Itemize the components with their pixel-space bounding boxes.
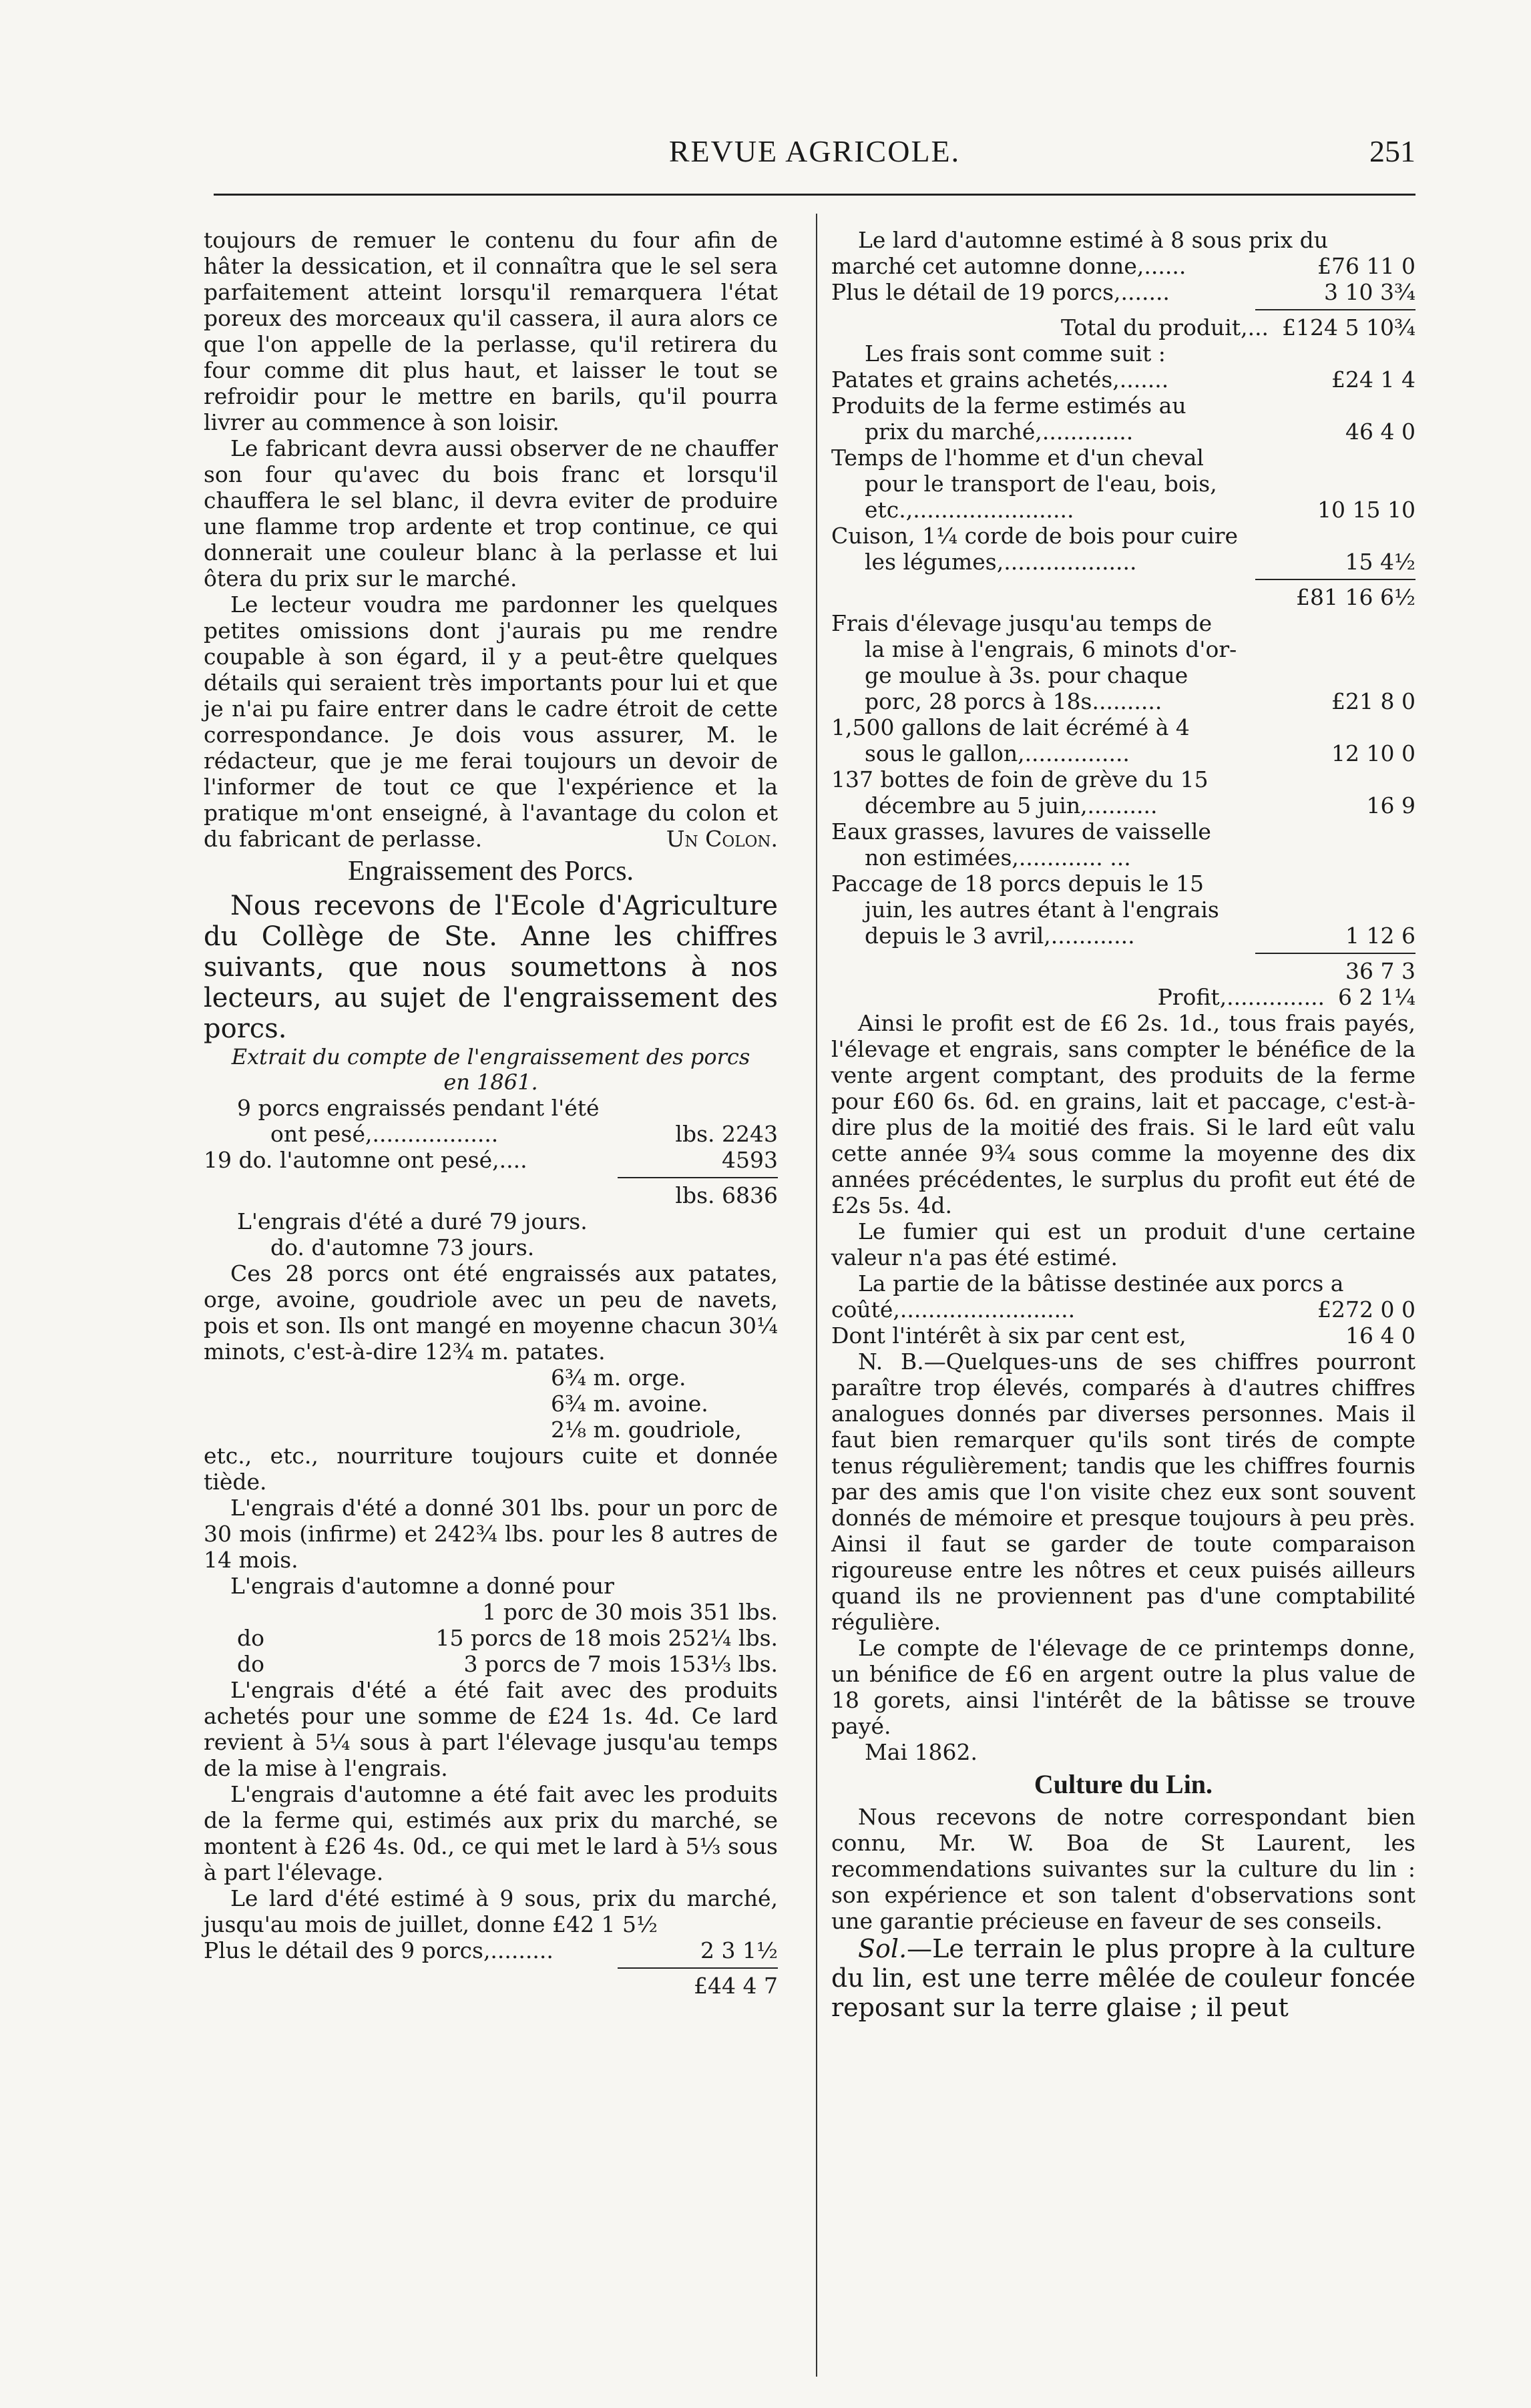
expense-line: Eaux grasses, lavures de vaisselle [831,818,1211,845]
expense-line: la mise à l'engrais, 6 minots d'or- [865,636,1237,662]
row-label: Dont l'intérêt à six par cent est, [831,1322,1186,1349]
extract-year: en 1861. [443,1069,538,1095]
row-amount: 46 4 0 [1345,419,1415,445]
gain-line: 1 porc de 30 mois 351 lbs. [482,1599,778,1625]
paragraph: L'engrais d'été a été fait avec des produits achetés pour une somme de £24 1s. 4d. Ce lard revient à 5¼ sous à part l'élevage jusqu'au temps de la mise à l'engrais. [204,1677,778,1781]
extract-title: Extrait du compte de l'engraissement des porcs [231,1044,750,1069]
paragraph: N. B.—Quelques-uns de ses chiffres pourront paraître trop élevés, comparés à d'autres chiffres analogues donnés par diverses personnes. Mais il faut bien remarquer qu'ils sont tirés de compte tenus régulièrement; tandis que les chiffres fournis par des amis que l'on visite chez eux sont souvent donnés de mémoire et presque toujours à peu près. Ainsi il faut se garder de toute comparaison rigoureuse entre les nôtres et ceux puisés ailleurs quand ils ne proviennent pas d'une comptabilité régulière. [831,1349,1415,1635]
section-title: Engraissement des Porcs. [347,856,634,887]
paragraph: La partie de la bâtisse destinée aux porcs a [858,1270,1344,1296]
lead-paragraph: Nous recevons de l'Ecole d'Agriculture du Collège de Ste. Anne les chiffres suivants, que nous soumettons à nos lecteurs, au sujet de l'engraissement des porcs. [204,891,778,1044]
expense-line: Frais d'élevage jusqu'au temps de [831,610,1213,636]
row-amount: £272 0 0 [1317,1296,1415,1322]
paragraph: Ainsi le profit est de £6 2s. 1d., tous frais payés, l'élevage et engrais, sans compter le bénéfice de la vente argent comptant, des produits de la ferme pour £60 6s. 6d. en grains, lait et paccage, c'est-à-dire plus de la moitié des frais. Si le lard eût valu cette année 9¾ sous comme la moyenne des dix années précédentes, le surplus du profit eut été de £2s 5s. 4d. [831,1010,1415,1218]
expense-line: Temps de l'homme et d'un cheval [831,445,1204,471]
account-total-row [831,314,1415,340]
expense-row [831,792,1415,818]
paragraph: Le lard d'été estimé à 9 sous, prix du marché, jusqu'au mois de juillet, donne £42 1 5½ [204,1885,778,1937]
row-label: 19 do. l'automne ont pesé,.... [204,1147,527,1173]
expense-line: juin, les autres étant à l'engrais [865,897,1219,923]
expense-line: 1,500 gallons de lait écrémé à 4 [831,714,1190,740]
paragraph: Le compte de l'élevage de ce printemps donne, un bénifice de £6 en argent outre la plus value de 18 gorets, ainsi l'intérêt de la bâtisse se trouve payé. [831,1635,1415,1739]
sum-rule [1255,953,1415,954]
paragraph: L'engrais d'automne a été fait avec les produits de la ferme qui, estimés aux prix du marché, se montent à £26 4s. 0d., ce qui met le lard à 5⅓ sous à part l'élevage. [204,1781,778,1885]
expense-row [831,549,1415,575]
row-label: depuis le 3 avril,............ [865,923,1135,949]
expense-row [831,497,1415,523]
weight-line: 9 porcs engraissés pendant l'été [237,1095,600,1121]
expense-row [831,740,1415,766]
sum-rule [1255,309,1415,310]
column-divider [816,214,817,2377]
sum-rule [1255,579,1415,580]
row-label: décembre au 5 juin,.......... [865,792,1158,818]
right-column [831,227,1415,2022]
expenses-heading: Les frais sont comme suit : [865,340,1166,367]
row-amount: £76 11 0 [1317,253,1415,279]
row-label: Patates et grains achetés,....... [831,367,1169,393]
row-amount: 1 12 6 [1345,923,1415,949]
duration-line: L'engrais d'été a duré 79 jours. [237,1208,588,1234]
row-amount: 3 10 3¾ [1324,279,1415,305]
expense-row [831,367,1415,393]
row-amount: 12 10 0 [1331,740,1415,766]
subtotal: 36 7 3 [1345,958,1415,984]
paragraph: Nous recevons de notre correspondant bien connu, Mr. W. Boa de St Laurent, les recommendations suivantes sur la culture du lin : son expérience et son talent d'observations sont une garantie précieuse en faveur de ses conseils. [831,1804,1415,1934]
row-amount: 10 15 10 [1317,497,1415,523]
account-row [831,279,1415,305]
weight-row [204,1147,778,1173]
subtotal: £81 16 6½ [1296,584,1415,610]
row-amount: 4593 [722,1147,778,1173]
row-label: do [237,1625,264,1651]
paragraph: toujours de remuer le contenu du four afin de hâter la dessication, et il connaîtra que le sel sera parfaitement atteint lorsqu'il remarquera l'état poreux des morceaux qu'il cassera, il aura alors ce que l'on appelle de la perlasse, qu'il retirera du four comme dit plus haut, et laisser le tout se refroidir pour le mettre en barils, qu'il pourra livrer au commence à son loisir. [204,227,778,435]
sum-row [204,1937,778,1963]
weight-total: lbs. 6836 [675,1182,778,1208]
row-label: porc, 28 porcs à 18s.......... [865,688,1162,714]
row-amount: £21 8 0 [1331,688,1415,714]
paragraph: Le fabricant devra aussi observer de ne chauffer son four qu'avec du bois franc et lorsqu'il chauffera le sel blanc, il devra eviter de produire une flamme trop ardente et trop continue, ce qui donnerait une couleur blanc à la perlasse et lui ôtera du prix sur le marché. [204,435,778,591]
expense-line: ge moulue à 3s. pour chaque [865,662,1188,688]
row-label: coûté,......................... [831,1296,1076,1322]
row-label: prix du marché,............. [865,419,1134,445]
row-label: do [237,1651,264,1677]
feed-line: 6¾ m. orge. [551,1365,686,1391]
profit-row [831,984,1415,1010]
paragraph: Le lard d'automne estimé à 8 sous prix du [858,227,1329,253]
running-title: REVUE AGRICOLE. [668,134,961,168]
row-amount: 6 2 1¼ [1338,984,1415,1010]
interest-row [831,1322,1415,1349]
row-amount: £24 1 4 [1331,367,1415,393]
row-label: Profit,.............. [1157,984,1325,1010]
paragraph: L'engrais d'été a donné 301 lbs. pour un porc de 30 mois (infirme) et 242¾ lbs. pour les 8 autres de 14 mois. [204,1495,778,1573]
expense-row [831,419,1415,445]
gain-row [204,1625,778,1651]
duration-line: do. d'automne 73 jours. [270,1234,535,1260]
grand-total: £44 4 7 [694,1973,778,1999]
account-row [831,253,1415,279]
row-label: Plus le détail de 19 porcs,....... [831,279,1170,305]
row-amount: 2 3 1½ [700,1937,778,1963]
section-title: Culture du Lin. [1034,1769,1213,1799]
gain-row [204,1651,778,1677]
row-label: etc.,....................... [865,497,1074,523]
expense-row [831,923,1415,949]
expense-line: Produits de la ferme estimés au [831,393,1186,419]
row-label: marché cet automne donne,...... [831,253,1186,279]
paragraph: Le fumier qui est un produit d'une certaine valeur n'a pas été estimé. [831,1218,1415,1270]
paragraph: Ces 28 porcs ont été engraissés aux patates, orge, avoine, goudriole avec un peu de navets, pois et son. Ils ont mangé en moyenne chacun 30¼ minots, c'est-à-dire 12¾ m. patates. [204,1260,778,1365]
page-number: 251 [1369,134,1415,168]
soil-text: —Le terrain le plus propre à la culture du lin, est une terre mêlée de couleur foncée reposant sur la terre glaise ; il peut [831,1934,1415,2022]
header-rule [214,194,1415,196]
expense-line: non estimées,............ ... [865,845,1131,871]
row-label: Plus le détail des 9 porcs,......... [204,1937,554,1963]
sum-rule [618,1967,778,1969]
sum-rule [618,1177,778,1178]
row-amount: 16 4 0 [1345,1322,1415,1349]
feed-line: 6¾ m. avoine. [551,1391,708,1417]
left-column [204,227,778,1999]
weight-row [204,1121,778,1147]
row-label: Total du produit,... [1060,314,1269,340]
row-amount: lbs. 2243 [675,1121,778,1147]
paragraph: etc., etc., nourriture toujours cuite et donnée tiède. [204,1443,778,1495]
soil-paragraph [831,1934,1415,2022]
row-label: sous le gallon,............... [865,740,1130,766]
row-label: les légumes,................... [865,549,1137,575]
paragraph: L'engrais d'automne a donné pour [230,1573,614,1599]
row-amount: 15 4½ [1345,549,1415,575]
expense-line: Paccage de 18 porcs depuis le 15 [831,871,1205,897]
row-amount: £124 5 10¾ [1282,314,1415,340]
expense-line: 137 bottes de foin de grève du 15 [831,766,1209,792]
feed-line: 2⅛ m. goudriole, [551,1417,742,1443]
paragraph: Le lecteur voudra me pardonner les quelques petites omissions dont j'aurais pu me rendre coupable à son égard, il y a peut-être quelques détails qui seraient très importants pour lui et que je n'ai pu faire entrer dans le cadre étroit de cette correspondance. Je dois vous assurer, M. le rédacteur, que je me ferai toujours un devoir de l'informer de tout ce que l'expérience et la pratique m'ont enseigné, à l'avantage du colon et du fabricant de perlasse. [204,591,778,852]
row-amount: 16 9 [1366,792,1415,818]
expense-row [831,688,1415,714]
page-header [214,128,1415,175]
building-cost-row [831,1296,1415,1322]
signature: Un Colon. [666,826,778,852]
expense-line: pour le transport de l'eau, bois, [865,471,1217,497]
expense-line: Cuison, 1¼ corde de bois pour cuire [831,523,1239,549]
row-amount: 3 porcs de 7 mois 153⅓ lbs. [463,1651,778,1677]
row-amount: 15 porcs de 18 mois 252¼ lbs. [435,1625,778,1651]
date-line: Mai 1862. [865,1739,977,1765]
row-label: ont pesé,.................. [270,1121,499,1147]
soil-label: Sol. [858,1934,907,1963]
